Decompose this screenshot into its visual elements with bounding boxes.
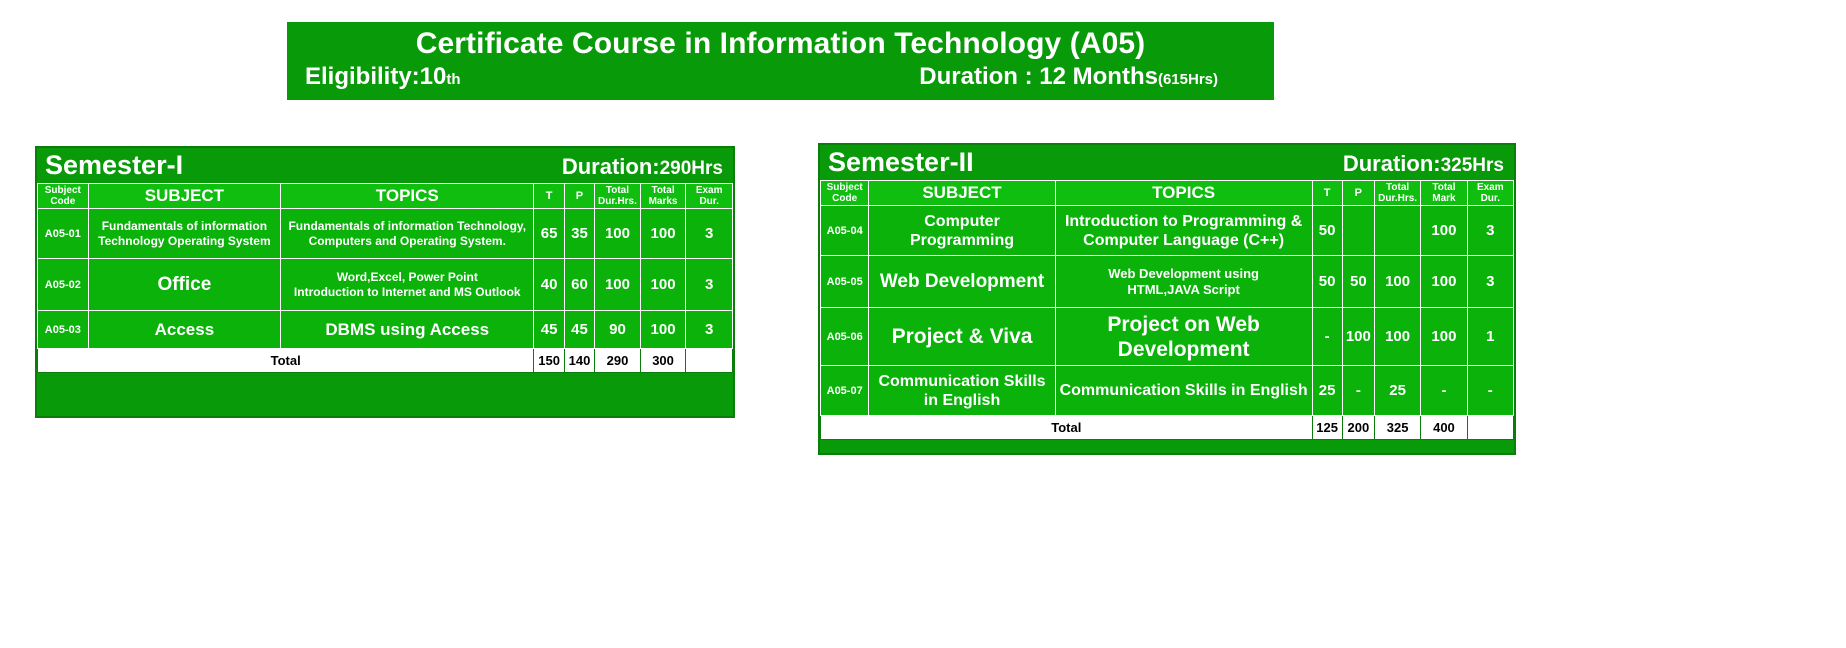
cell-theory: 50	[1312, 206, 1342, 256]
header-topics: TOPICS	[1055, 181, 1312, 206]
cell-theory: 25	[1312, 366, 1342, 416]
semester-1-title: Semester-I	[45, 150, 184, 180]
cell-theory: 40	[534, 259, 564, 311]
eligibility-suffix: th	[446, 71, 461, 88]
total-duration: 290	[595, 349, 641, 373]
cell-exam-duration: 1	[1467, 308, 1513, 366]
semester-1-header	[37, 148, 733, 183]
total-label: Total	[821, 416, 1313, 440]
title-sub-row	[287, 61, 1274, 91]
cell-total-marks: -	[1421, 366, 1467, 416]
cell-total-marks: 100	[1421, 308, 1467, 366]
header-total-marks: Total Mark	[1421, 181, 1467, 206]
cell-total-duration: 25	[1374, 366, 1420, 416]
cell-topics: Communication Skills in English	[1055, 366, 1312, 416]
cell-subject: Computer Programming	[869, 206, 1055, 256]
cell-practical	[1342, 206, 1374, 256]
course-title-banner	[287, 22, 1274, 100]
total-theory: 150	[534, 349, 564, 373]
cell-subject-code: A05-03	[38, 311, 89, 349]
semester-2-header	[820, 145, 1514, 180]
total-duration: 325	[1374, 416, 1420, 440]
cell-theory: 50	[1312, 256, 1342, 308]
header-exam-duration: Exam Dur.	[1467, 181, 1513, 206]
cell-total-marks: 100	[640, 311, 686, 349]
header-topics: TOPICS	[281, 184, 534, 209]
header-total-duration: Total Dur.Hrs.	[595, 184, 641, 209]
semester-2-duration	[1343, 151, 1504, 177]
cell-total-duration	[1374, 206, 1420, 256]
header-theory: T	[534, 184, 564, 209]
cell-practical: 60	[564, 259, 594, 311]
cell-subject-code: A05-01	[38, 209, 89, 259]
eligibility-label	[305, 63, 461, 91]
cell-subject: Office	[88, 259, 280, 311]
cell-theory: 65	[534, 209, 564, 259]
cell-subject-code: A05-04	[821, 206, 869, 256]
semester-2-title: Semester-II	[828, 147, 974, 177]
cell-total-marks: 100	[1421, 206, 1467, 256]
cell-total-duration: 100	[595, 209, 641, 259]
cell-theory: -	[1312, 308, 1342, 366]
cell-subject: Web Development	[869, 256, 1055, 308]
cell-topics: Web Development using HTML,JAVA Script	[1055, 256, 1312, 308]
semester-2-duration-value: 325Hrs	[1440, 155, 1504, 176]
duration-label	[919, 63, 1256, 91]
table-row	[38, 311, 733, 349]
header-subject: SUBJECT	[88, 184, 280, 209]
cell-topics: Word,Excel, Power Point Introduction to Internet and MS Outlook	[281, 259, 534, 311]
total-exam-duration	[686, 349, 733, 373]
cell-practical: -	[1342, 366, 1374, 416]
cell-topics: DBMS using Access	[281, 311, 534, 349]
duration-hours: (615Hrs)	[1157, 71, 1218, 88]
table-row	[821, 206, 1514, 256]
header-total-duration: Total Dur.Hrs.	[1374, 181, 1420, 206]
header-theory: T	[1312, 181, 1342, 206]
cell-subject-code: A05-06	[821, 308, 869, 366]
cell-subject: Project & Viva	[869, 308, 1055, 366]
semester-1-table	[37, 183, 733, 373]
cell-theory: 45	[534, 311, 564, 349]
table-row	[38, 209, 733, 259]
cell-total-duration: 100	[1374, 256, 1420, 308]
cell-exam-duration: 3	[686, 209, 733, 259]
total-marks: 400	[1421, 416, 1467, 440]
table-row	[821, 308, 1514, 366]
table-header-row	[821, 181, 1514, 206]
total-theory: 125	[1312, 416, 1342, 440]
cell-subject: Communication Skills in English	[869, 366, 1055, 416]
cell-subject-code: A05-07	[821, 366, 869, 416]
total-practical: 140	[564, 349, 594, 373]
header-subject-code: Subject Code	[38, 184, 89, 209]
semester-1-duration-label: Duration:	[561, 154, 660, 179]
cell-practical: 45	[564, 311, 594, 349]
eligibility-text: Eligibility:10	[305, 63, 447, 90]
total-marks: 300	[640, 349, 686, 373]
semester-1-block	[35, 146, 735, 418]
table-row	[821, 366, 1514, 416]
total-practical: 200	[1342, 416, 1374, 440]
header-exam-duration: Exam Dur.	[686, 184, 733, 209]
cell-practical: 50	[1342, 256, 1374, 308]
cell-exam-duration: -	[1467, 366, 1513, 416]
semester-1-duration	[562, 154, 723, 180]
cell-total-duration: 100	[1374, 308, 1420, 366]
cell-total-marks: 100	[640, 259, 686, 311]
table-row	[38, 259, 733, 311]
table-header-row	[38, 184, 733, 209]
header-practical: P	[1342, 181, 1374, 206]
cell-total-duration: 100	[595, 259, 641, 311]
total-exam-duration	[1467, 416, 1513, 440]
semester-2-block	[818, 143, 1516, 455]
table-total-row	[38, 349, 733, 373]
cell-subject-code: A05-02	[38, 259, 89, 311]
cell-exam-duration: 3	[1467, 256, 1513, 308]
cell-topics: Project on Web Development	[1055, 308, 1312, 366]
cell-exam-duration: 3	[1467, 206, 1513, 256]
cell-practical: 35	[564, 209, 594, 259]
header-subject-code: Subject Code	[821, 181, 869, 206]
page-title: Certificate Course in Information Technology (A05)	[415, 27, 1146, 60]
cell-subject-code: A05-05	[821, 256, 869, 308]
table-row	[821, 256, 1514, 308]
cell-total-marks: 100	[640, 209, 686, 259]
header-subject: SUBJECT	[869, 181, 1055, 206]
cell-total-duration: 90	[595, 311, 641, 349]
duration-text: Duration : 12 Months	[919, 63, 1158, 90]
semester-2-table	[820, 180, 1514, 440]
semester-2-duration-label: Duration:	[1342, 151, 1441, 176]
table-total-row	[821, 416, 1514, 440]
header-total-marks: Total Marks	[640, 184, 686, 209]
cell-total-marks: 100	[1421, 256, 1467, 308]
cell-exam-duration: 3	[686, 311, 733, 349]
cell-practical: 100	[1342, 308, 1374, 366]
header-practical: P	[564, 184, 594, 209]
cell-exam-duration: 3	[686, 259, 733, 311]
cell-topics: Fundamentals of information Technology, Computers and Operating System.	[281, 209, 534, 259]
total-label: Total	[38, 349, 534, 373]
cell-subject: Access	[88, 311, 280, 349]
semester-1-duration-value: 290Hrs	[659, 158, 723, 179]
cell-topics: Introduction to Programming & Computer Language (C++)	[1055, 206, 1312, 256]
cell-subject: Fundamentals of information Technology Operating System	[88, 209, 280, 259]
